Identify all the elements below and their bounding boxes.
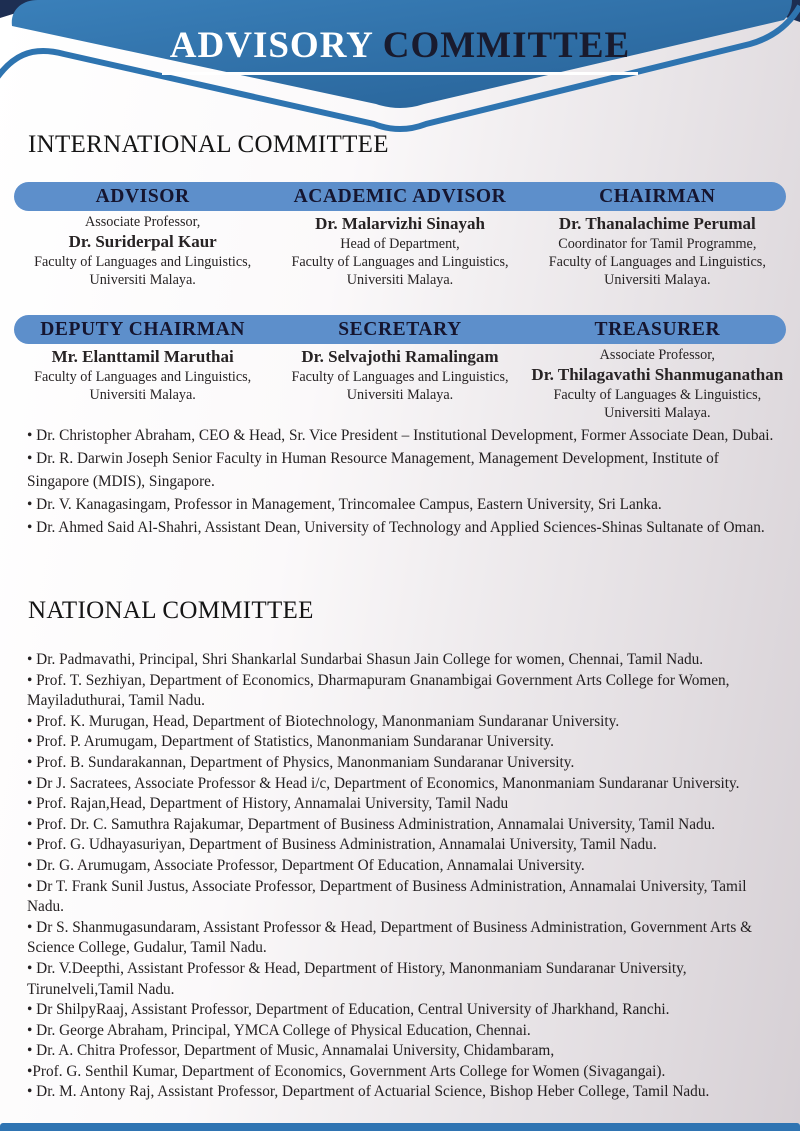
member-item: • Prof. P. Arumugam, Department of Statistics, Manonmaniam Sundaranar University.	[27, 733, 554, 751]
role-detail-line: Universiti Malaya.	[604, 272, 711, 288]
role-member-name: Dr. Thanalachime Perumal	[558, 214, 756, 233]
international-members-list	[27, 424, 775, 539]
role-pre-line: Associate Professor,	[599, 347, 715, 363]
role-detail-line: Universiti Malaya.	[604, 405, 711, 421]
national-members-list	[27, 650, 775, 1103]
role-card-chairman	[529, 213, 786, 289]
role-member-name: Dr. Thilagavathi Shanmuganathan	[531, 365, 784, 384]
role-member-name: Mr. Elanttamil Maruthai	[51, 347, 234, 366]
role-detail-line: Faculty of Languages and Linguistics,	[291, 369, 509, 385]
banner-word-advisory: ADVISORY	[169, 25, 373, 66]
role-member-name: Dr. Selvajothi Ramalingam	[301, 347, 499, 366]
role-detail-line: Universiti Malaya.	[89, 387, 196, 403]
member-item: • Dr. George Abraham, Principal, YMCA College of Physical Education, Chennai.	[27, 1021, 531, 1039]
role-title-academic-advisor: ACADEMIC ADVISOR	[293, 186, 507, 207]
role-detail-line: Head of Department,	[340, 236, 460, 252]
member-item: • Dr. Christopher Abraham, CEO & Head, Sr. Vice President – Institutional Development, Former Associate Dean, Dubai.	[27, 427, 774, 444]
role-title-chairman: CHAIRMAN	[599, 186, 716, 207]
member-item: • Prof. Rajan,Head, Department of History, Annamalai University, Tamil Nadu	[27, 795, 509, 813]
member-item: • Dr. A. Chitra Professor, Department of Music, Annamalai University, Chidambaram,	[27, 1042, 555, 1060]
role-member-name: Dr. Malarvizhi Sinayah	[315, 214, 485, 233]
banner-word-committee: COMMITTEE	[382, 25, 631, 66]
role-member-name: Dr. Suriderpal Kaur	[68, 232, 217, 251]
role-detail-line: Faculty of Languages and Linguistics,	[34, 369, 252, 385]
role-card-academic-advisor	[271, 213, 528, 289]
footer-bar	[0, 1123, 800, 1131]
banner-title-underline	[162, 24, 638, 75]
member-item: • Prof. Dr. C. Samuthra Rajakumar, Department of Business Administration, Annamalai University, Tamil Nadu.	[27, 815, 716, 833]
role-pill-row-1	[14, 182, 786, 211]
role-detail-line: Universiti Malaya.	[89, 272, 196, 288]
role-detail-line: Faculty of Languages and Linguistics,	[291, 254, 509, 270]
member-item: • Prof. T. Sezhiyan, Department of Economics, Dharmapuram Gnanambigai Government Arts College for Women, Mayiladuthurai, Tamil Nadu.	[27, 671, 730, 710]
banner-title	[0, 24, 800, 75]
role-pre-line: Associate Professor,	[85, 214, 201, 230]
member-item: • Dr. Ahmed Said Al-Shahri, Assistant Dean, University of Technology and Applied Sciences-Shinas Sultanate of Oman.	[27, 519, 765, 536]
role-detail-line: Universiti Malaya.	[346, 272, 454, 288]
role-title-secretary: SECRETARY	[338, 319, 462, 340]
role-cards-row-1	[14, 213, 786, 289]
member-item: •Prof. G. Senthil Kumar, Department of Economics, Government Arts College for Women (Sivagangai).	[27, 1062, 666, 1080]
member-item: • Prof. G. Udhayasuriyan, Department of Business Administration, Annamalai University, Tamil Nadu.	[27, 836, 657, 854]
member-item: • Prof. K. Murugan, Head, Department of Biotechnology, Manonmaniam Sundaranar University.	[27, 712, 620, 730]
member-item: • Dr T. Frank Sunil Justus, Associate Professor, Department of Business Administration, Annamalai University, Tamil Nadu.	[27, 877, 747, 916]
role-title-deputy-chairman: DEPUTY CHAIRMAN	[40, 319, 246, 340]
member-item: • Dr. V.Deepthi, Assistant Professor & Head, Department of History, Manonmaniam Sundaranar University, Tirunelveli,Tamil Nadu.	[27, 959, 687, 998]
member-item: • Dr ShilpyRaaj, Assistant Professor, Department of Education, Central University of Jharkhand, Ranchi.	[27, 1001, 670, 1019]
member-item: • Dr. V. Kanagasingam, Professor in Management, Trincomalee Campus, Eastern University, Sri Lanka.	[27, 496, 662, 513]
role-card-secretary	[271, 346, 528, 422]
international-committee-heading: INTERNATIONAL COMMITTEE	[28, 131, 389, 158]
role-detail-line: Faculty of Languages and Linguistics,	[548, 254, 766, 270]
role-card-deputy-chairman	[14, 346, 271, 422]
member-item: • Dr. M. Antony Raj, Assistant Professor, Department of Actuarial Science, Bishop Heber College, Tamil Nadu.	[27, 1083, 710, 1101]
member-item: • Prof. B. Sundarakannan, Department of Physics, Manonmaniam Sundaranar University.	[27, 753, 575, 771]
role-pill-row-2	[14, 315, 786, 344]
national-committee-heading: NATIONAL COMMITTEE	[28, 597, 314, 624]
member-item: • Dr J. Sacratees, Associate Professor & Head i/c, Department of Economics, Manonmaniam Sundaranar University.	[27, 774, 740, 792]
member-item: • Dr. Padmavathi, Principal, Shri Shankarlal Sundarbai Shasun Jain College for women, Chennai, Tamil Nadu.	[27, 651, 704, 668]
role-title-advisor: ADVISOR	[95, 186, 190, 207]
role-title-treasurer: TREASURER	[594, 319, 721, 340]
member-item: • Dr. G. Arumugam, Associate Professor, Department Of Education, Annamalai University.	[27, 856, 585, 874]
role-detail-line: Universiti Malaya.	[346, 387, 454, 403]
member-item: • Dr. R. Darwin Joseph Senior Faculty in Human Resource Management, Management Development, Institute of Singapore (MDIS), Singapore.	[27, 450, 719, 490]
role-detail-line: Faculty of Languages & Linguistics,	[553, 387, 762, 403]
role-card-treasurer	[529, 346, 786, 422]
member-item: • Dr S. Shanmugasundaram, Assistant Professor & Head, Department of Business Administration, Government Arts & Science College, Gudalur, Tamil Nadu.	[27, 918, 753, 957]
role-card-advisor	[14, 213, 271, 289]
role-cards-row-2	[14, 346, 786, 422]
role-detail-line: Faculty of Languages and Linguistics,	[34, 254, 252, 270]
role-detail-line: Coordinator for Tamil Programme,	[558, 236, 757, 252]
